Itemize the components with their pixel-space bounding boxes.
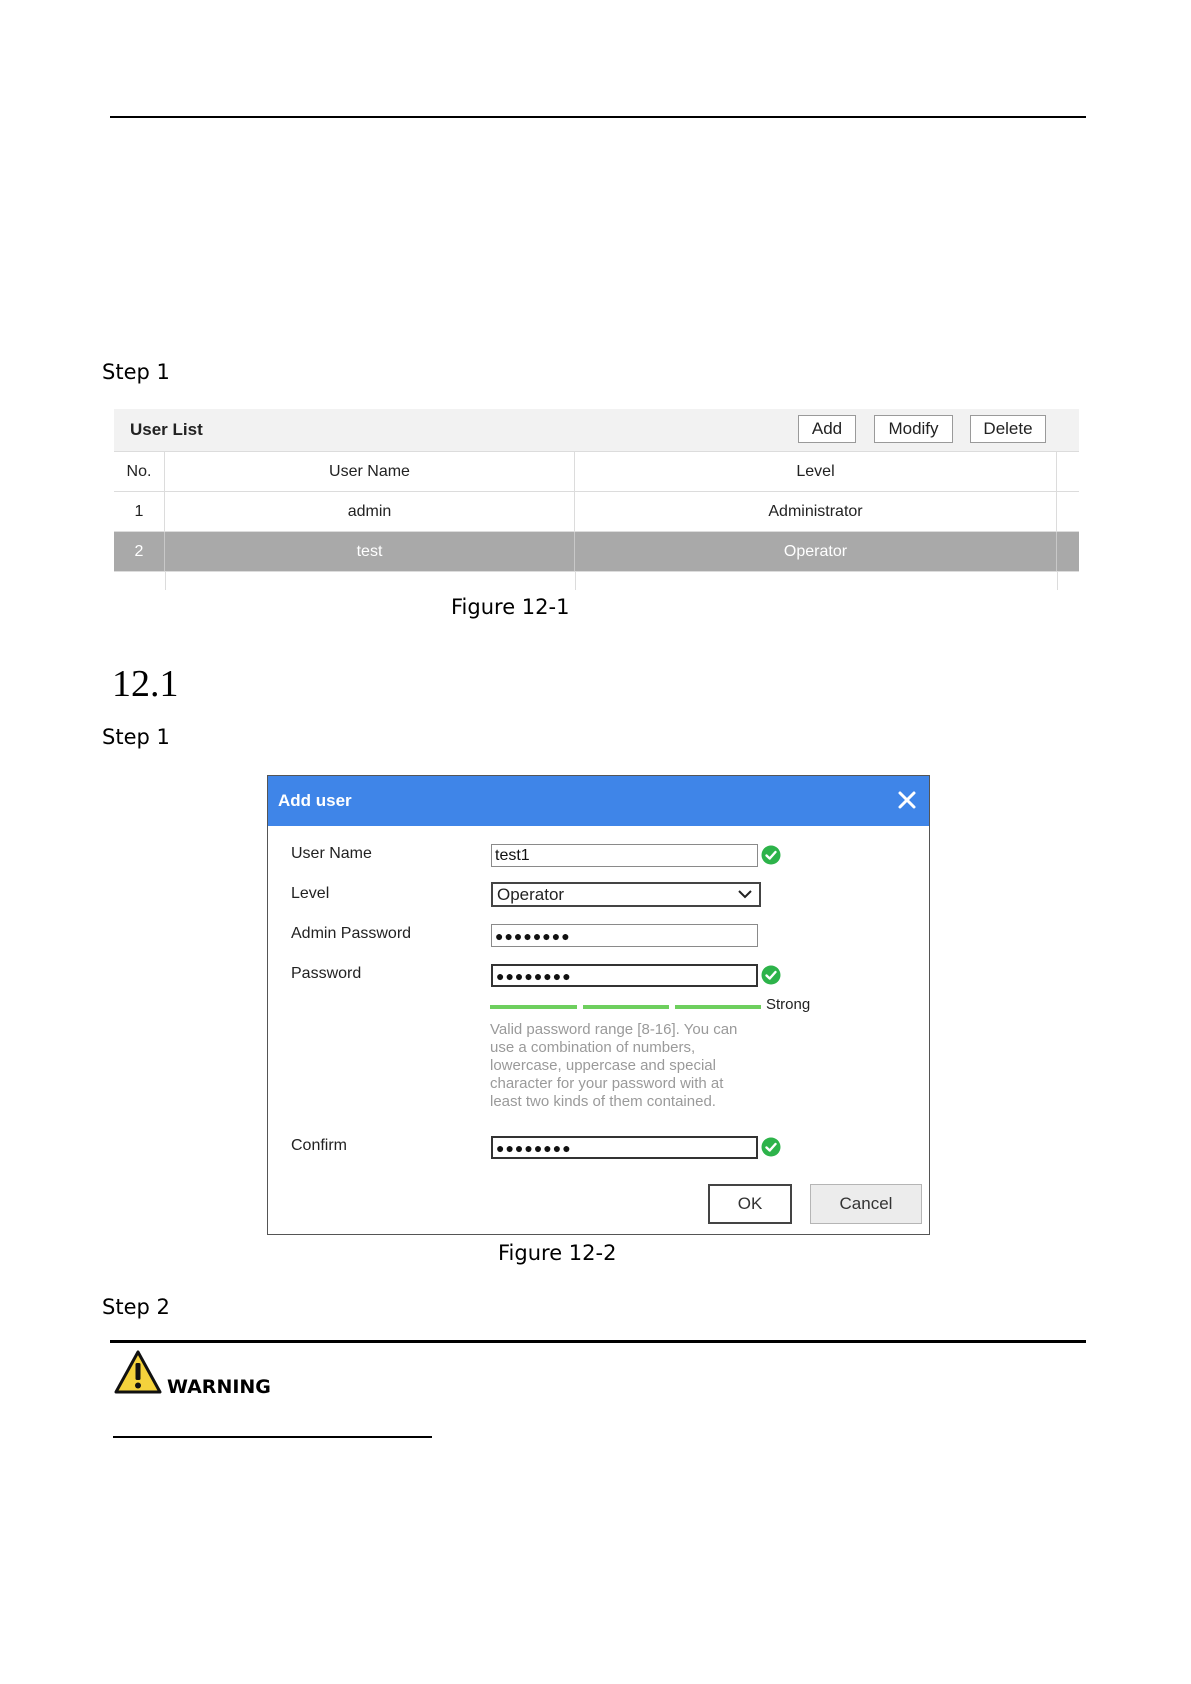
strength-bar-segment [675, 1005, 761, 1009]
table-empty-area [114, 572, 1079, 590]
user-table [114, 452, 1079, 590]
step-1-label: Step 1 [102, 725, 170, 749]
confirm-input[interactable]: ●●●●●●●● [491, 1136, 758, 1159]
cell-no: 2 [114, 532, 165, 571]
level-label: Level [291, 885, 330, 902]
confirm-label: Confirm [291, 1137, 348, 1154]
chevron-down-icon [737, 887, 753, 901]
warning-top-rule [110, 1340, 1086, 1343]
cancel-button[interactable]: Cancel [810, 1184, 922, 1224]
table-row-selected[interactable] [114, 532, 1079, 572]
user-list-title: User List [130, 420, 203, 439]
user-name-input[interactable]: test1 [491, 844, 758, 867]
warning-icon [113, 1349, 163, 1395]
strength-label: Strong [766, 996, 811, 1013]
check-circle-icon [761, 965, 781, 985]
warning-bottom-rule [113, 1436, 432, 1438]
check-circle-icon [761, 1137, 781, 1157]
dialog-header [268, 776, 929, 826]
column-header-spacer [1057, 452, 1079, 491]
strength-bar-segment [583, 1005, 669, 1009]
column-header-no[interactable]: No. [114, 452, 165, 491]
check-circle-icon [761, 845, 781, 865]
add-user-dialog [267, 775, 930, 1235]
table-row[interactable] [114, 492, 1079, 532]
step-1-label: Step 1 [102, 360, 170, 384]
cell-level: Administrator [575, 492, 1057, 531]
add-button[interactable]: Add [798, 415, 856, 443]
header-rule [110, 116, 1086, 118]
section-heading: 12.1 [112, 663, 179, 705]
password-label: Password [291, 965, 362, 982]
figure-caption: Figure 12-1 [451, 595, 570, 619]
step-2-label: Step 2 [102, 1295, 170, 1319]
column-header-level[interactable]: Level [575, 452, 1057, 491]
cell-user-name: test [165, 532, 575, 571]
cell-spacer [1057, 492, 1079, 531]
password-hint: Valid password range [8-16]. You can use a combination of numbers, lowercase, uppercase and special character for your password with at least two kinds of them contained. [490, 1021, 738, 1110]
password-input[interactable]: ●●●●●●●● [491, 964, 758, 987]
cell-user-name: admin [165, 492, 575, 531]
admin-password-input[interactable]: ●●●●●●●● [491, 924, 758, 947]
table-header-row [114, 452, 1079, 492]
user-list-header [114, 409, 1079, 452]
figure-caption: Figure 12-2 [498, 1241, 617, 1265]
strength-bar-segment [490, 1005, 577, 1009]
admin-password-label: Admin Password [291, 925, 412, 942]
column-header-user-name[interactable]: User Name [165, 452, 575, 491]
modify-button[interactable]: Modify [874, 415, 953, 443]
cell-spacer [1057, 532, 1079, 571]
level-select[interactable] [491, 882, 761, 907]
cell-level: Operator [575, 532, 1057, 571]
ok-button[interactable]: OK [708, 1184, 792, 1224]
dialog-title: Add user [278, 791, 352, 810]
close-icon[interactable] [895, 788, 919, 812]
user-list-panel [114, 409, 1079, 589]
user-name-label: User Name [291, 845, 372, 862]
cell-no: 1 [114, 492, 165, 531]
delete-button[interactable]: Delete [970, 415, 1046, 443]
level-select-value: Operator [497, 884, 565, 904]
warning-label: WARNING [167, 1376, 271, 1398]
